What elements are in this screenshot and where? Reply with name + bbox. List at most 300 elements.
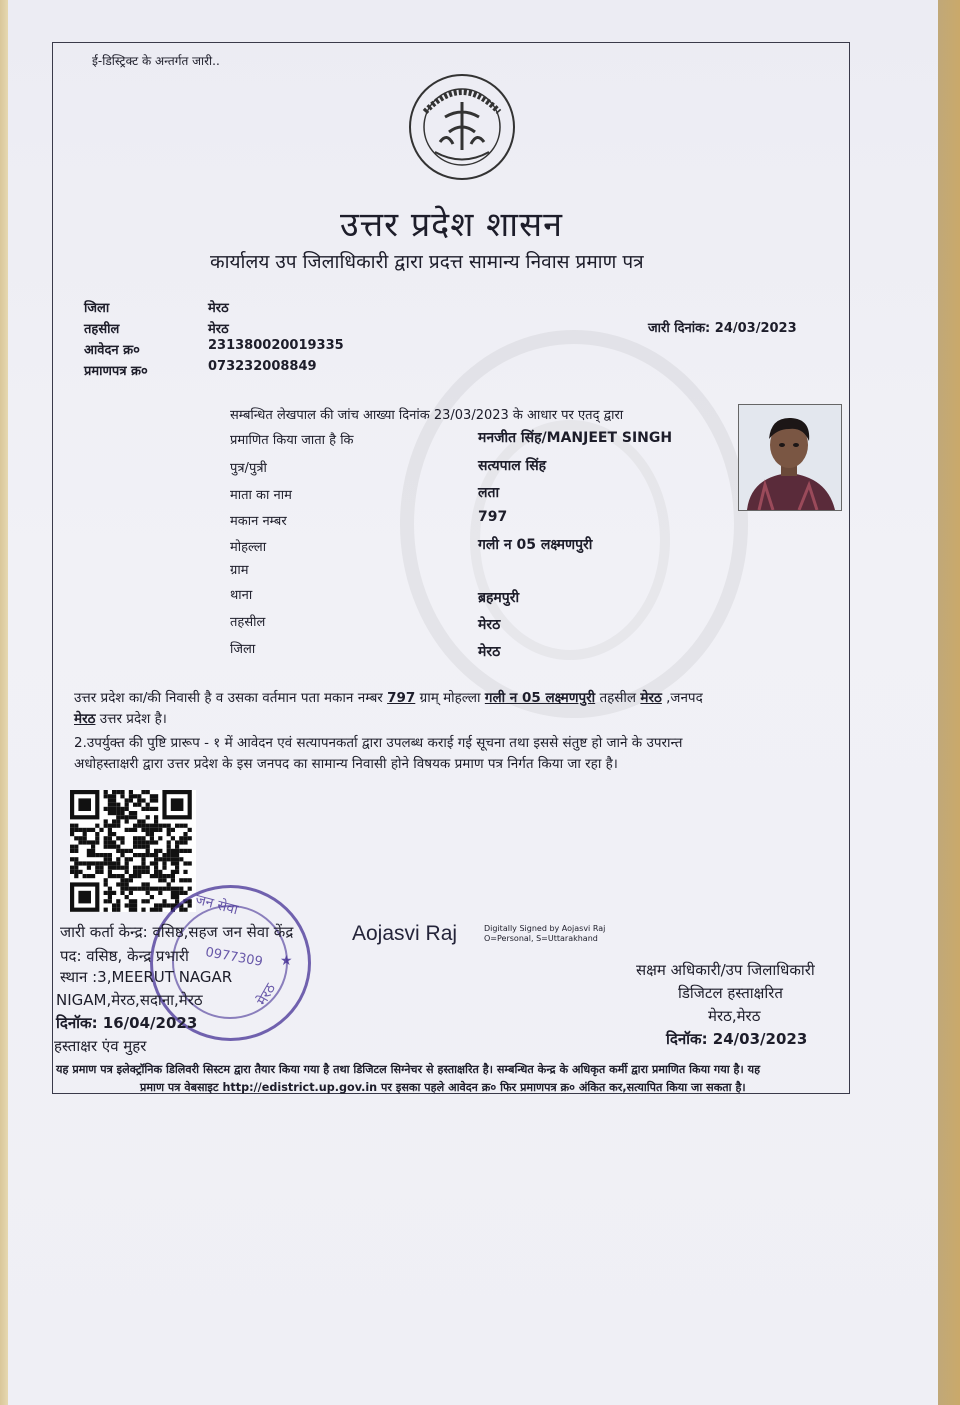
qr-module (141, 836, 145, 840)
qr-module (125, 857, 129, 861)
qr-module (137, 887, 141, 891)
qr-module (179, 824, 183, 828)
qr-module (167, 840, 171, 844)
qr-module (167, 857, 171, 861)
qr-module (91, 845, 95, 849)
qr-module (150, 832, 154, 836)
qr-module (95, 866, 99, 870)
qr-module (150, 840, 154, 844)
qr-module (141, 908, 145, 912)
qr-module (104, 836, 108, 840)
qr-module (133, 866, 137, 870)
qr-module (112, 866, 116, 870)
qr-module (129, 811, 133, 815)
qr-module (141, 899, 145, 903)
qr-module (154, 807, 158, 811)
qr-module (146, 887, 150, 891)
qr-module (141, 870, 145, 874)
qr-module (116, 874, 120, 878)
qr-module (108, 899, 112, 903)
qr-module (70, 857, 74, 861)
qr-module (129, 891, 133, 895)
qr-module (141, 845, 145, 849)
qr-module (129, 874, 133, 878)
qr-module (125, 803, 129, 807)
qr-module (133, 903, 137, 907)
qr-module (70, 824, 74, 828)
qr-module (171, 836, 175, 840)
qr-module (137, 824, 141, 828)
qr-module (137, 794, 141, 798)
qr-module (95, 832, 99, 836)
qr-module (188, 828, 192, 832)
qr-module (146, 870, 150, 874)
qr-module (125, 815, 129, 819)
qr-module (171, 849, 175, 853)
qr-module (141, 857, 145, 861)
qr-module (116, 903, 120, 907)
qr-module (137, 840, 141, 844)
qr-module (99, 828, 103, 832)
qr-module (78, 840, 82, 844)
qr-module (175, 866, 179, 870)
qr-module (125, 861, 129, 865)
qr-module (146, 790, 150, 794)
field-value-name: मनजीत सिंह/MANJEET SINGH (478, 430, 673, 446)
qr-module (141, 819, 145, 823)
qr-module (171, 887, 175, 891)
qr-module (137, 819, 141, 823)
qr-module (150, 798, 154, 802)
residence-paragraph-line1: उत्तर प्रदेश का/की निवासी है व उसका वर्तमान पता मकान नम्बर 797 ग्राम् मोहल्ला गली न 05 लक्ष्मणपुरी तहसील मेरठ ,जनपद (74, 690, 703, 706)
field-value-mother: लता (478, 485, 500, 501)
qr-module (104, 790, 108, 794)
qr-module (150, 828, 154, 832)
qr-module (116, 803, 120, 807)
qr-module (146, 824, 150, 828)
qr-module (125, 903, 129, 907)
qr-module (183, 870, 187, 874)
qr-module (141, 798, 145, 802)
qr-module (95, 824, 99, 828)
qr-module (108, 874, 112, 878)
qr-module (150, 874, 154, 878)
qr-module (146, 866, 150, 870)
qr-module (141, 882, 145, 886)
qr-module (129, 815, 133, 819)
qr-module (120, 853, 124, 857)
qr-module (162, 824, 166, 828)
qr-module (87, 866, 91, 870)
qr-module (112, 891, 116, 895)
qr-module (137, 845, 141, 849)
qr-module (150, 824, 154, 828)
qr-module (137, 866, 141, 870)
qr-module (183, 840, 187, 844)
qr-module (120, 840, 124, 844)
qr-module (158, 828, 162, 832)
signature-note-1: Digitally Signed by Aojasvi Raj (484, 924, 606, 933)
qr-module (83, 828, 87, 832)
qr-module (104, 840, 108, 844)
field-label-village: ग्राम (230, 563, 249, 578)
qr-module (125, 895, 129, 899)
qr-module (116, 845, 120, 849)
field-value-mohalla: गली न 05 लक्ष्मणपुरी (478, 537, 593, 553)
footer-line1: यह प्रमाण पत्र इलेक्ट्रॉनिक डिलिवरी सिस्टम द्वारा तैयार किया गया है तथा डिजिटल सिग्नेचर से हस्ताक्षरित है। सम्बन्धित केन्द्र के अधिकृत कर्मी द्वारा प्रमाणित किया गया है। यह (56, 1063, 761, 1076)
application-label: आवेदन क्र० (84, 343, 140, 358)
qr-module (129, 790, 133, 794)
qr-module (150, 908, 154, 912)
qr-module (133, 811, 137, 815)
qr-module (112, 874, 116, 878)
qr-module (104, 824, 108, 828)
qr-module (158, 878, 162, 882)
qr-module (154, 870, 158, 874)
qr-module (154, 908, 158, 912)
qr-module (125, 882, 129, 886)
field-label-certified: प्रमाणित किया जाता है कि (230, 433, 354, 448)
qr-module (137, 870, 141, 874)
qr-module (99, 866, 103, 870)
qr-module (146, 853, 150, 857)
qr-module (158, 824, 162, 828)
qr-module (108, 895, 112, 899)
qr-module (74, 849, 78, 853)
qr-module (158, 836, 162, 840)
stamp-text-bottom: मेरठ (254, 981, 280, 1009)
qr-module (125, 798, 129, 802)
qr-module (112, 807, 116, 811)
qr-module (154, 849, 158, 853)
qr-module (133, 803, 137, 807)
qr-module (154, 798, 158, 802)
qr-module (146, 845, 150, 849)
qr-module (150, 887, 154, 891)
qr-module (104, 861, 108, 865)
qr-module (179, 840, 183, 844)
qr-module (108, 794, 112, 798)
qr-module (74, 857, 78, 861)
field-label-house: मकान नम्बर (230, 514, 287, 529)
qr-module (120, 866, 124, 870)
qr-module (154, 819, 158, 823)
qr-module (83, 840, 87, 844)
issuer-sign-label: हस्ताक्षर एंव मुहर (54, 1037, 147, 1055)
qr-module (129, 828, 133, 832)
tehsil-value: मेरठ (208, 322, 229, 337)
qr-module (108, 807, 112, 811)
qr-module (91, 853, 95, 857)
qr-module (120, 849, 124, 853)
qr-module (154, 840, 158, 844)
qr-module (137, 798, 141, 802)
qr-module (129, 903, 133, 907)
qr-module (171, 861, 175, 865)
qr-module (188, 836, 192, 840)
qr-module (116, 882, 120, 886)
qr-module (78, 836, 82, 840)
intro-line: सम्बन्धित लेखपाल की जांच आख्या दिनांक 23/03/2023 के आधार पर एतद् द्वारा (230, 408, 624, 423)
para-house-number: 797 (387, 690, 416, 706)
qr-module (137, 836, 141, 840)
qr-module (133, 887, 137, 891)
qr-module (83, 861, 87, 865)
qr-module (99, 853, 103, 857)
qr-module (87, 861, 91, 865)
field-label-mohalla: मोहल्ला (230, 540, 267, 555)
qr-module (125, 878, 129, 882)
issuer-post: पद: वसिष्ठ, केन्द्र प्रभारी (60, 947, 189, 965)
qr-module (91, 861, 95, 865)
qr-module (104, 899, 108, 903)
qr-module (91, 874, 95, 878)
qr-module (133, 836, 137, 840)
qr-module (112, 903, 116, 907)
qr-module (74, 836, 78, 840)
qr-module (83, 836, 87, 840)
qr-module (167, 845, 171, 849)
qr-module (154, 794, 158, 798)
qr-module (83, 832, 87, 836)
para-tehsil: मेरठ (640, 690, 662, 706)
qr-module (183, 849, 187, 853)
qr-module (179, 887, 183, 891)
qr-module (146, 882, 150, 886)
qr-module (116, 819, 120, 823)
qr-module (179, 849, 183, 853)
qr-module (183, 836, 187, 840)
qr-module (120, 790, 124, 794)
qr-module (108, 891, 112, 895)
qr-module (116, 824, 120, 828)
qr-module (74, 861, 78, 865)
qr-module (133, 840, 137, 844)
signature-note-2: O=Personal, S=Uttarakhand (484, 934, 598, 943)
qr-module (175, 857, 179, 861)
qr-module (95, 870, 99, 874)
qr-module (183, 891, 187, 895)
qr-module (129, 798, 133, 802)
qr-module (175, 849, 179, 853)
qr-module (108, 861, 112, 865)
qr-module (141, 828, 145, 832)
qr-module (108, 840, 112, 844)
qr-module (120, 836, 124, 840)
certificate-label: प्रमाणपत्र क्र० (84, 364, 148, 379)
qr-module (167, 853, 171, 857)
qr-module (162, 899, 166, 903)
qr-module (116, 857, 120, 861)
qr-module (112, 861, 116, 865)
qr-module (162, 878, 166, 882)
authority-date: दिनॉक: 24/03/2023 (666, 1030, 808, 1048)
qr-module (116, 849, 120, 853)
qr-module (171, 870, 175, 874)
qr-module (78, 870, 82, 874)
qr-module (171, 853, 175, 857)
qr-module (158, 870, 162, 874)
qr-module (70, 845, 74, 849)
qr-module (104, 857, 108, 861)
qr-module (112, 803, 116, 807)
qr-module (133, 870, 137, 874)
qr-module (167, 887, 171, 891)
qr-module (183, 824, 187, 828)
qr-code (70, 790, 196, 912)
stamp-star-icon: ★ (280, 953, 293, 969)
qr-module (137, 803, 141, 807)
qr-module (167, 832, 171, 836)
qr-module (116, 790, 120, 794)
qr-module (125, 870, 129, 874)
qr-module (104, 908, 108, 912)
qr-module (188, 887, 192, 891)
qr-module (129, 878, 133, 882)
qr-module (104, 853, 108, 857)
qr-module (133, 845, 137, 849)
qr-module (171, 891, 175, 895)
qr-module (120, 882, 124, 886)
field-value-district: मेरठ (478, 644, 501, 660)
qr-module (108, 887, 112, 891)
qr-module (154, 874, 158, 878)
qr-module (162, 874, 166, 878)
field-value-parent: सत्यपाल सिंह (478, 458, 547, 474)
application-number: 231380020019335 (208, 338, 344, 353)
qr-module (162, 853, 166, 857)
qr-module (70, 832, 74, 836)
qr-module (158, 891, 162, 895)
qr-module (74, 845, 78, 849)
certificate-number: 073232008849 (208, 359, 317, 374)
qr-module (162, 887, 166, 891)
qr-module (104, 845, 108, 849)
qr-module (99, 861, 103, 865)
qr-module (171, 828, 175, 832)
qr-module (133, 899, 137, 903)
qr-module (175, 870, 179, 874)
qr-module (116, 861, 120, 865)
field-label-tehsil: तहसील (230, 615, 266, 630)
qr-module (133, 908, 137, 912)
qr-module (150, 853, 154, 857)
qr-module (87, 874, 91, 878)
qr-module (95, 836, 99, 840)
qr-module (158, 874, 162, 878)
qr-module (74, 874, 78, 878)
qr-module (83, 874, 87, 878)
qr-module (141, 866, 145, 870)
qr-module (70, 849, 74, 853)
qr-module (125, 866, 129, 870)
qr-module (167, 903, 171, 907)
qr-module (116, 908, 120, 912)
qr-module (133, 794, 137, 798)
qr-module (154, 857, 158, 861)
field-label-parent: पुत्र/पुत्री (230, 461, 267, 476)
authority-place: मेरठ,मेरठ (708, 1007, 761, 1025)
qr-module (108, 811, 112, 815)
qr-module (175, 891, 179, 895)
qr-module (179, 878, 183, 882)
qr-module (129, 887, 133, 891)
qr-module (70, 870, 74, 874)
qr-module (171, 895, 175, 899)
qr-module (146, 849, 150, 853)
authority-title: सक्षम अधिकारी/उप जिलाधिकारी (636, 961, 815, 979)
qr-module (171, 857, 175, 861)
qr-module (120, 887, 124, 891)
qr-module (167, 849, 171, 853)
qr-module (150, 895, 154, 899)
field-value-house: 797 (478, 509, 508, 525)
qr-module (74, 828, 78, 832)
qr-module (125, 849, 129, 853)
qr-module (112, 819, 116, 823)
qr-module (104, 807, 108, 811)
qr-module (141, 807, 145, 811)
qr-module (108, 853, 112, 857)
qr-module (120, 794, 124, 798)
applicant-photo (738, 404, 842, 511)
qr-module (70, 828, 74, 832)
qr-module (129, 849, 133, 853)
qr-module (154, 866, 158, 870)
qr-module (78, 828, 82, 832)
qr-module (108, 870, 112, 874)
qr-module (150, 836, 154, 840)
qr-module (87, 840, 91, 844)
qr-module (146, 891, 150, 895)
qr-module (183, 861, 187, 865)
qr-module (112, 908, 116, 912)
qr-module (116, 899, 120, 903)
qr-module (146, 828, 150, 832)
field-label-mother: माता का नाम (230, 488, 292, 503)
qr-module (87, 828, 91, 832)
qr-module (175, 861, 179, 865)
qr-module (104, 794, 108, 798)
qr-module (104, 882, 108, 886)
para-mohalla: गली न 05 लक्ष्मणपुरी (484, 690, 596, 706)
qr-module (167, 874, 171, 878)
qr-module (141, 861, 145, 865)
qr-module (171, 878, 175, 882)
district-label: जिला (84, 301, 110, 316)
qr-module (120, 807, 124, 811)
qr-module (108, 836, 112, 840)
qr-module (112, 824, 116, 828)
qr-module (95, 861, 99, 865)
verification-paragraph-line1: 2.उपर्युक्त की पुष्टि प्रारूप - १ में आवेदन एवं सत्यापनकर्ता द्वारा उपलब्ध कराई गई सूचना तथा इससे संतुष्ट हो जाने के उपरान्त (74, 735, 683, 751)
qr-module (150, 807, 154, 811)
qr-module (154, 861, 158, 865)
issuer-place-2: NIGAM,मेरठ,सदाना,मेरठ (56, 991, 203, 1009)
qr-module (120, 811, 124, 815)
qr-module (108, 857, 112, 861)
qr-module (137, 874, 141, 878)
qr-module (175, 853, 179, 857)
qr-module (112, 811, 116, 815)
qr-module (179, 891, 183, 895)
qr-module (175, 895, 179, 899)
qr-module (158, 857, 162, 861)
qr-module (154, 903, 158, 907)
qr-module (108, 824, 112, 828)
qr-module (175, 824, 179, 828)
qr-module (108, 828, 112, 832)
